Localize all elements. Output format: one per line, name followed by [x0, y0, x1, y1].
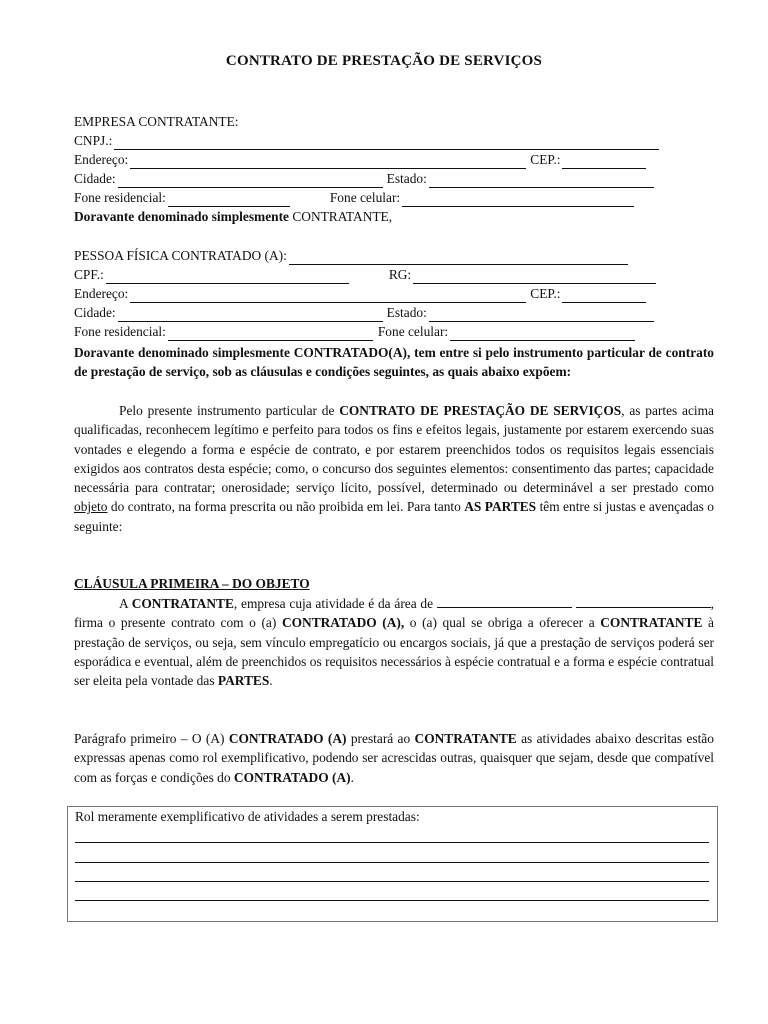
rol-atividades-label: Rol meramente exemplificativo de atividades a serem prestadas: — [75, 809, 420, 824]
contratante-endereco-row: Endereço: CEP.: — [74, 150, 670, 169]
cnpj-field[interactable] — [114, 135, 659, 150]
contratante-estado-field[interactable] — [429, 173, 654, 188]
contratado-heading-row: PESSOA FÍSICA CONTRATADO (A): — [74, 246, 670, 265]
clausula-primeira-text: A CONTRATANTE, empresa cuja atividade é da área de , firma o presente contrato com o (a) CONTRATADO (A), o (a) qual se obriga a oferecer a CONTRATANTE à prestação de serviços, ou seja, sem vínculo empregatício ou encargos sociais, já que a prestação de serviços poderá ser esporádica e eventual, além de preenchidos os requisitos necessários à espécie contratual e a forma e espécie contratual ser eleita pela vontade das PARTES. — [74, 596, 714, 689]
contratante-designation: Doravante denominado simplesmente CONTRATANTE, — [74, 209, 393, 224]
contratado-cpf-row: CPF.: RG: — [74, 265, 670, 284]
intro-paragraph: Pelo presente instrumento particular de CONTRATO DE PRESTAÇÃO DE SERVIÇOS, as partes acima qualificadas, reconhecem legítimo e perfeito para todos os fins e efeitos legais, justamente por estarem exercendo suas vontades e elegendo a forma e espécie de contrato, e por estarem preenchidos todos os requisitos legais essenciais exigidos aos contratos desta espécie; como, o concurso dos seguintes elementos: consentimento das partes; capacidade necessária para contratar; onerosidade; serviço lícito, possível, determinado ou determinável a ser prestado como objeto do contrato, na forma prescrita ou não proibida em lei. Para tanto AS PARTES têm entre si justas e avençadas o seguinte: — [74, 403, 714, 534]
contratante-cnpj-row: CNPJ.: — [74, 131, 670, 150]
rol-atividades-box — [67, 806, 718, 922]
contratado-endereco-row: Endereço: CEP.: — [74, 284, 670, 303]
contratado-cep-field[interactable] — [562, 288, 646, 303]
contratado-cidade-row: Cidade: Estado: — [74, 303, 670, 322]
contratante-fone-row: Fone residencial: Fone celular: — [74, 188, 670, 207]
atividade-line-2[interactable] — [75, 862, 709, 863]
contratado-endereco-field[interactable] — [130, 288, 526, 303]
contratante-endereco-field[interactable] — [130, 154, 526, 169]
atividade-line-1[interactable] — [75, 842, 709, 843]
contratado-fone-residencial-field[interactable] — [168, 326, 373, 341]
contratante-fone-celular-field[interactable] — [402, 192, 634, 207]
contratado-nome-field[interactable] — [289, 250, 628, 265]
contratante-fone-residencial-field[interactable] — [168, 192, 290, 207]
contratante-cidade-row: Cidade: Estado: — [74, 169, 670, 188]
contratante-heading: EMPRESA CONTRATANTE: — [74, 114, 239, 129]
clausula-primeira-heading: CLÁUSULA PRIMEIRA – DO OBJETO — [74, 576, 310, 591]
contratante-cep-field[interactable] — [562, 154, 646, 169]
contratado-estado-field[interactable] — [429, 307, 654, 322]
rg-field[interactable] — [413, 269, 656, 284]
contratado-fone-row: Fone residencial: Fone celular: — [74, 322, 670, 341]
contratado-cidade-field[interactable] — [118, 307, 383, 322]
contratante-cidade-field[interactable] — [118, 173, 383, 188]
cpf-field[interactable] — [106, 269, 349, 284]
paragrafo-primeiro: Parágrafo primeiro – O (A) CONTRATADO (A) prestará ao CONTRATANTE as atividades abaixo descritas estão expressas apenas como rol exemplificativo, podendo ser acrescidas outras, quaisquer que sejam, desde que compatível com as forças e condições do CONTRATADO (A). — [74, 731, 714, 785]
document-title: CONTRATO DE PRESTAÇÃO DE SERVIÇOS — [225, 53, 543, 69]
area-atividade-field[interactable] — [437, 594, 572, 608]
atividade-line-3[interactable] — [75, 881, 709, 882]
contratado-fone-celular-field[interactable] — [450, 326, 635, 341]
atividade-line-4[interactable] — [75, 900, 709, 901]
contratado-designation: Doravante denominado simplesmente CONTRATADO(A), tem entre si pelo instrumento particular de contrato de prestação de serviço, sob as cláusulas e condições seguintes, as quais abaixo expõem: — [74, 345, 714, 380]
area-atividade-field-cont[interactable] — [576, 594, 711, 608]
